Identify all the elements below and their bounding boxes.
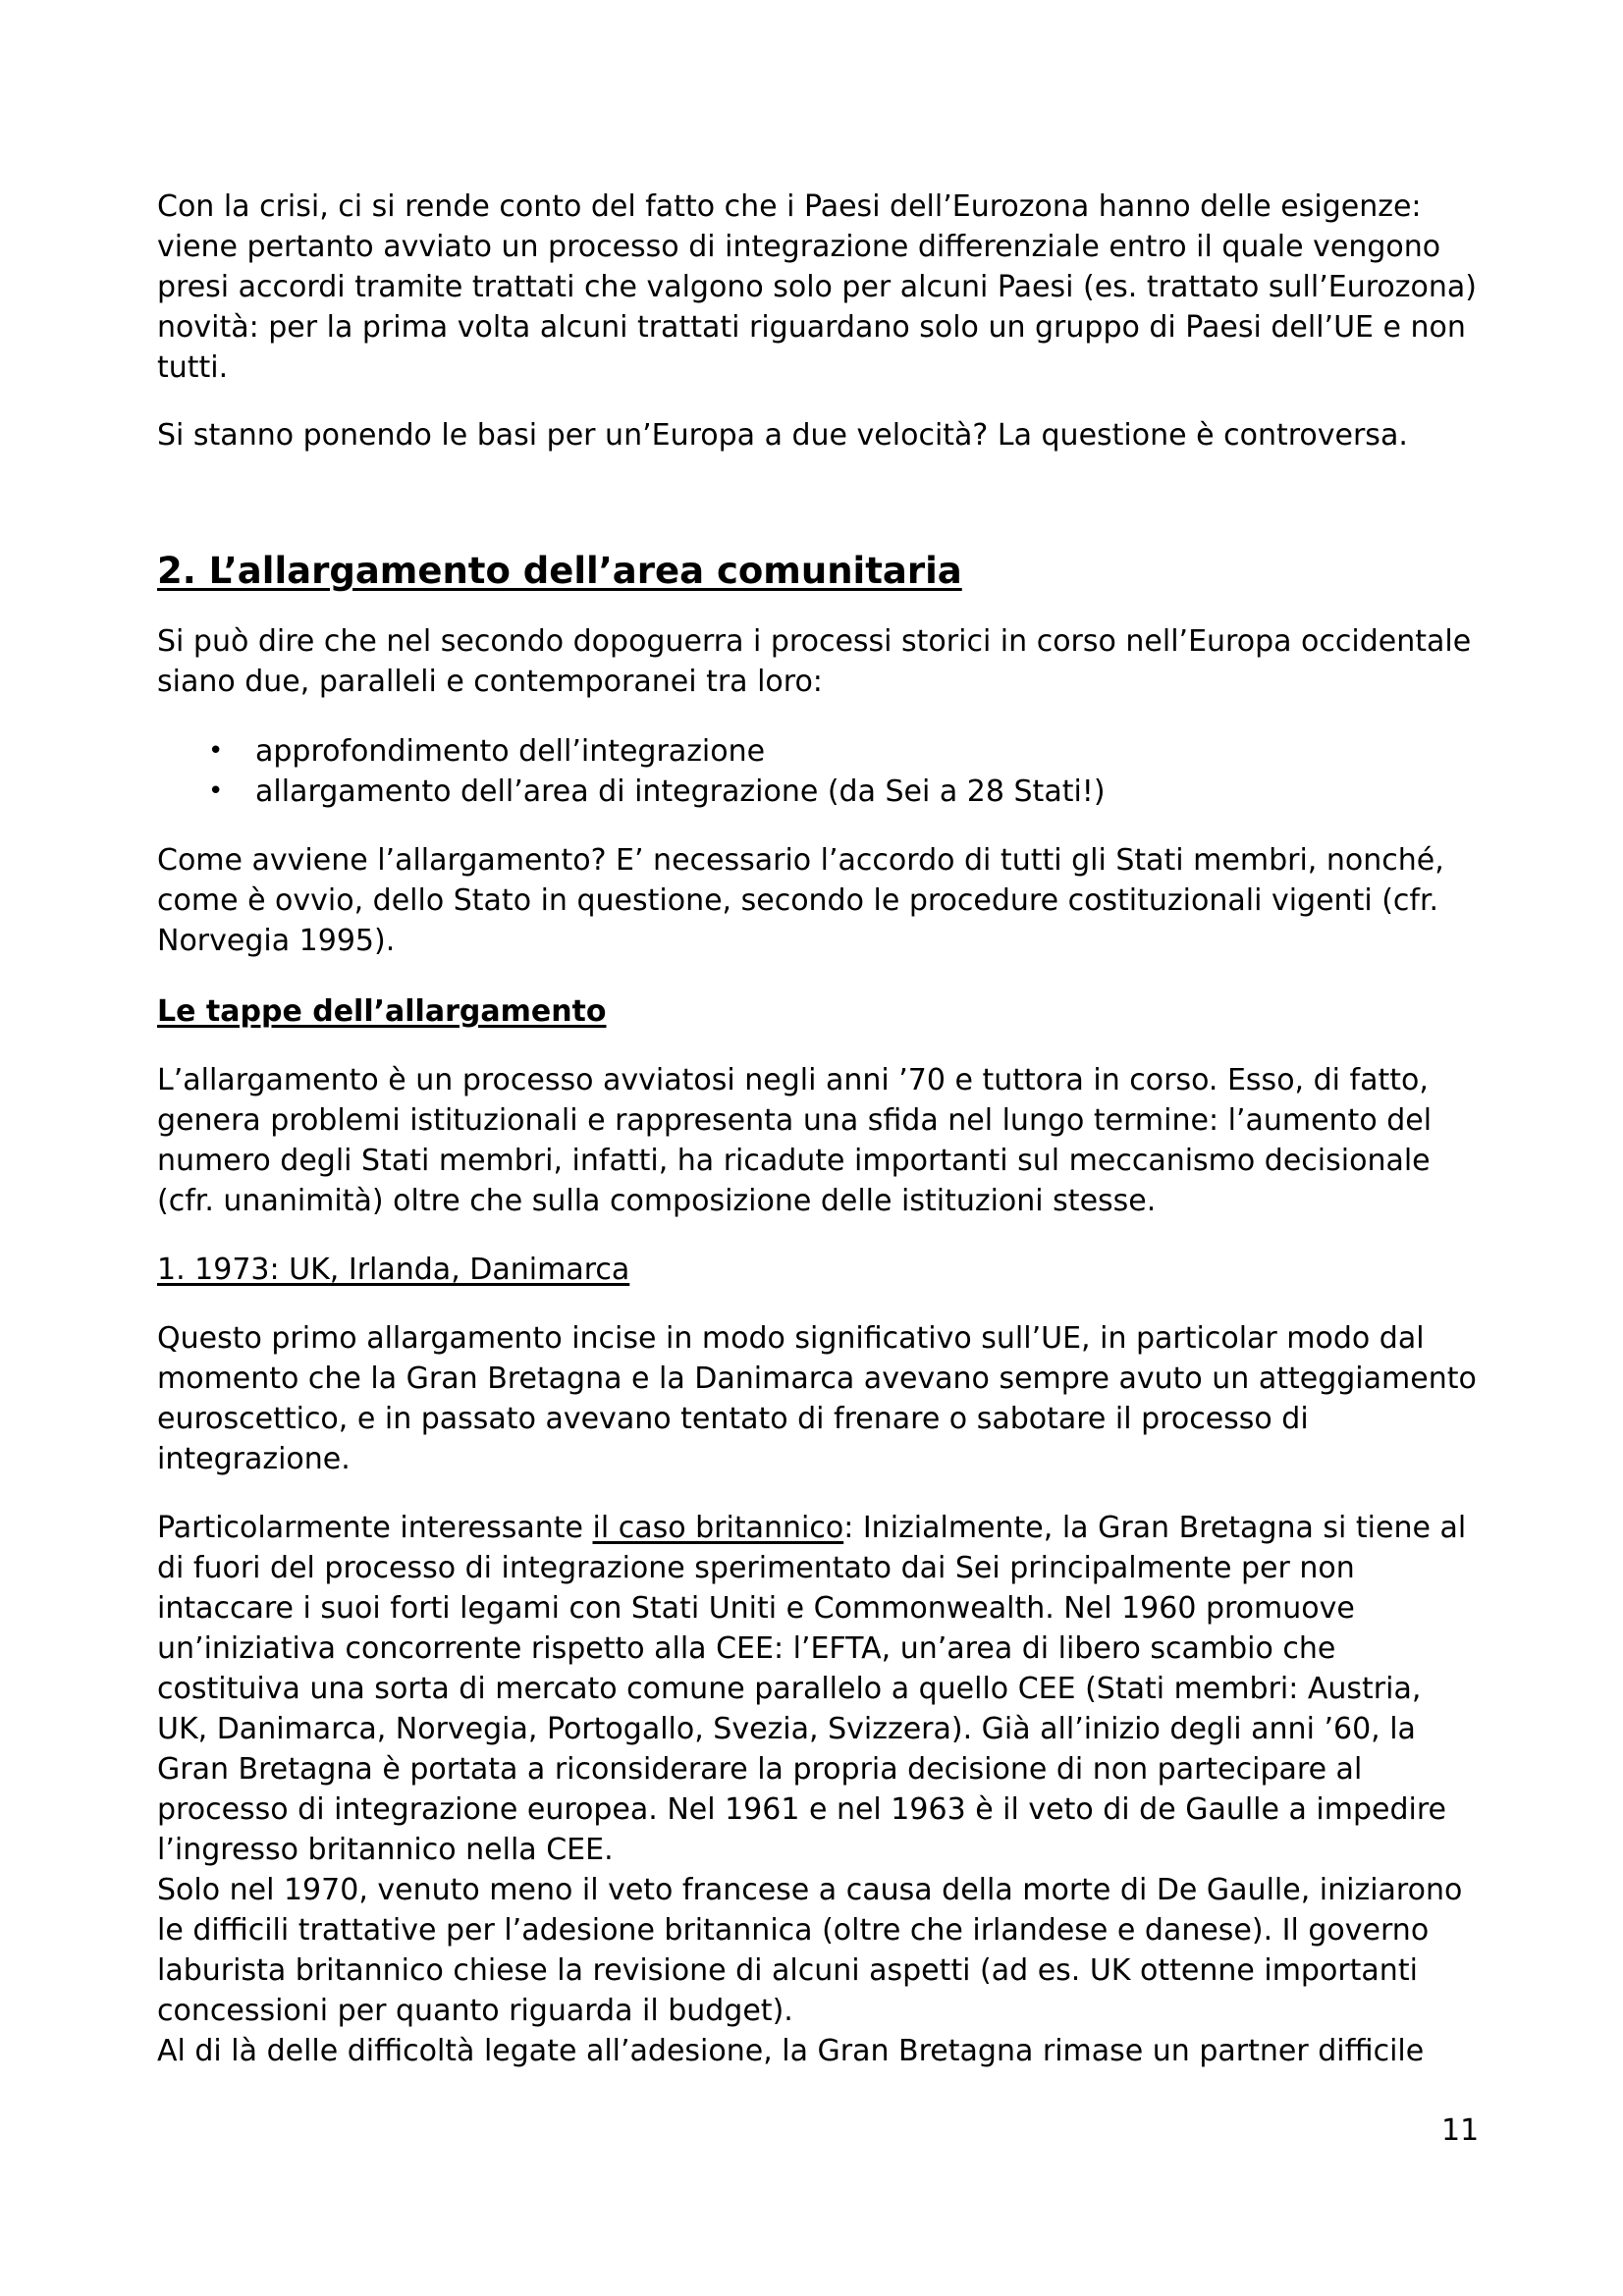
bullet-icon: • — [208, 736, 224, 766]
bullet-list — [157, 731, 1478, 812]
page-number: 11 — [1441, 2113, 1480, 2148]
subheading-enlargement-stages: Le tappe dell’allargamento — [157, 994, 607, 1029]
paragraph-first-enlargement: Questo primo allargamento incise in modo significativo sull’UE, in particolar modo dal momento che la Gran Bretagna e la Danimarca avevano sempre avuto un atteggiamento euroscettico, e in passato avevano tentato di frenare o sabotare il processo di integrazione. — [157, 1321, 1477, 1476]
british-case-underlined: il caso britannico — [592, 1511, 844, 1545]
british-case-lead: Particolarmente interessante — [157, 1511, 593, 1545]
bullet-icon: • — [208, 776, 224, 806]
section-heading: 2. L’allargamento dell’area comunitaria — [157, 550, 962, 592]
paragraph-postwar-processes: Si può dire che nel secondo dopoguerra i processi storici in corso nell’Europa occidentale siano due, paralleli e contemporanei tra loro: — [157, 624, 1472, 699]
paragraph-eurozone-crisis: Con la crisi, ci si rende conto del fatto che i Paesi dell’Eurozona hanno delle esigenze: viene pertanto avviato un processo di integrazione differenziale entro il quale vengono presi accordi tramite trattati che valgono solo per alcuni Paesi (es. trattato sull’Eurozona) novità: per la prima volta alcuni trattati riguardano solo un gruppo di Paesi dell’UE e non tutti. — [157, 189, 1477, 385]
paragraph-1970-negotiations: Solo nel 1970, venuto meno il veto francese a causa della morte di De Gaulle, iniziarono le difficili trattative per l’adesione britannica (oltre che irlandese e danese). Il governo laburista britannico chiese la revisione di alcuni aspetti (ad es. UK ottenne importanti concessioni per quanto riguarda il budget). — [157, 1873, 1463, 2028]
paragraph-british-case — [157, 1508, 1478, 1870]
list-item-text: allargamento dell’area di integrazione (da Sei a 28 Stati!) — [255, 774, 1106, 809]
paragraph-two-speed-europe: Si stanno ponendo le basi per un’Europa a due velocità? La questione è controversa. — [157, 418, 1408, 453]
list-item — [157, 772, 1478, 812]
document-page — [157, 187, 1478, 2071]
paragraph-enlargement-process: L’allargamento è un processo avviatosi negli anni ’70 e tuttora in corso. Esso, di fatto, genera problemi istituzionali e rappresenta una sfida nel lungo termine: l’aumento del numero degli Stati membri, infatti, ha ricadute importanti sul meccanismo decisionale (cfr. unanimità) oltre che sulla composizione delle istituzioni stesse. — [157, 1063, 1433, 1218]
paragraph-difficult-partner: Al di là delle difficoltà legate all’adesione, la Gran Bretagna rimase un partner difficile — [157, 2034, 1425, 2068]
list-item-text: approfondimento dell’integrazione — [255, 734, 766, 769]
subsection-1973: 1. 1973: UK, Irlanda, Danimarca — [157, 1253, 630, 1287]
list-item — [157, 731, 1478, 772]
paragraph-how-enlargement: Come avviene l’allargamento? E’ necessario l’accordo di tutti gli Stati membri, nonché, come è ovvio, dello Stato in questione, secondo le procedure costituzionali vigenti (cfr. Norvegia 1995). — [157, 843, 1444, 958]
british-case-body: : Inizialmente, la Gran Bretagna si tiene al di fuori del processo di integrazione sperimentato dai Sei principalmente per non intaccare i suoi forti legami con Stati Uniti e Commonwealth. Nel 1960 promuove un’iniziativa concorrente rispetto alla CEE: l’EFTA, un’area di libero scambio che costituiva una sorta di mercato comune parallelo a quello CEE (Stati membri: Austria, UK, Danimarca, Norvegia, Portogallo, Svezia, Svizzera). Già all’inizio degli anni ’60, la Gran Bretagna è portata a riconsiderare la propria decisione di non partecipare al processo di integrazione europea. Nel 1961 e nel 1963 è il veto di de Gaulle a impedire l’ingresso britannico nella CEE. — [157, 1511, 1467, 1867]
